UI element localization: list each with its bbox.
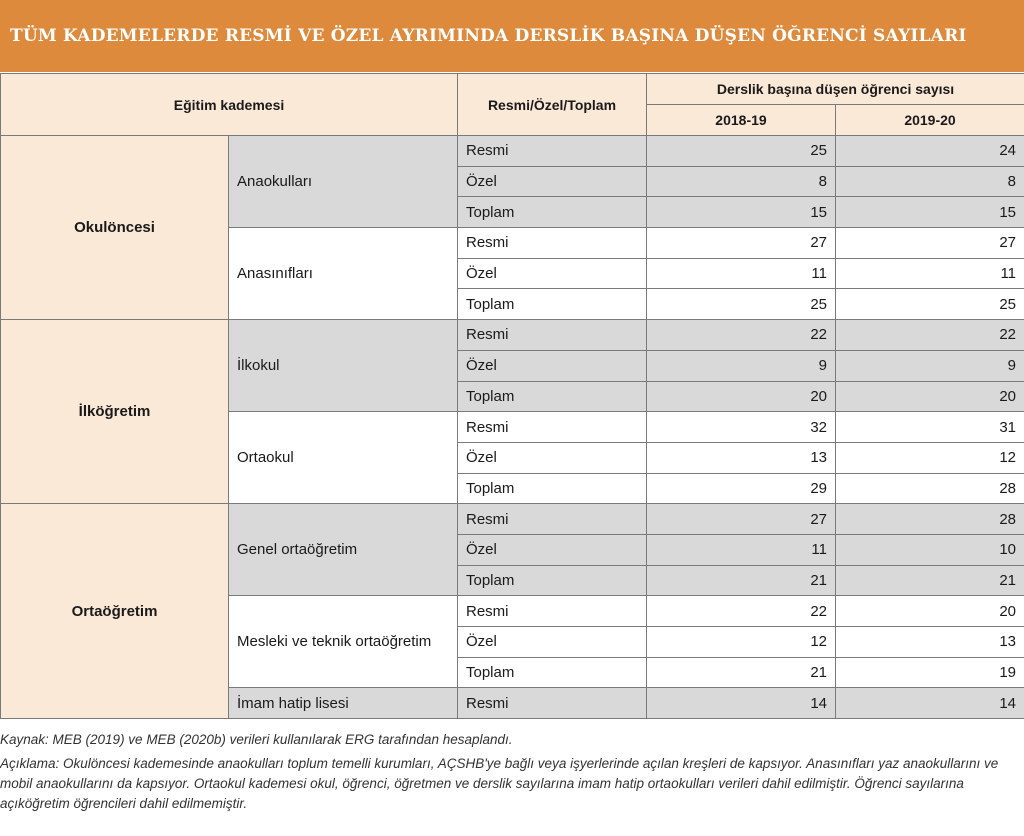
value-cell: 19 [836, 657, 1024, 688]
value-cell: 12 [647, 627, 836, 658]
type-cell: Toplam [458, 657, 647, 688]
type-cell: Resmi [458, 320, 647, 351]
value-cell: 29 [647, 473, 836, 504]
value-cell: 9 [836, 350, 1024, 381]
explanation-note: Açıklama: Okulöncesi kademesinde anaokulları toplum temelli kurumları, AÇSHB'ye bağlı veya işyerlerinde açılan kreşleri de kapsıyor. Anasınıfları yaz anaokullarını ve mobil anaokullarını da kapsıyor. Ortaokul kademesi okul, öğrenci, öğretmen ve derslik sayılarına imam hatip ortaokulları verileri dahil edilmiştir. Öğrenci sayılarına açıköğretim öğrencileri dahil edilmemiştir. [0, 756, 999, 811]
sub-cell: Anaokulları [229, 136, 458, 228]
value-cell: 12 [836, 442, 1024, 473]
sub-cell: Mesleki ve teknik ortaöğretim [229, 596, 458, 688]
sub-cell: Genel ortaöğretim [229, 504, 458, 596]
value-cell: 25 [647, 136, 836, 167]
type-cell: Özel [458, 627, 647, 658]
type-cell: Özel [458, 442, 647, 473]
value-cell: 20 [836, 381, 1024, 412]
value-cell: 8 [836, 166, 1024, 197]
table-row [1, 136, 1024, 167]
type-cell: Toplam [458, 197, 647, 228]
value-cell: 15 [647, 197, 836, 228]
header-group: Derslik başına düşen öğrenci sayısı [647, 74, 1024, 105]
value-cell: 32 [647, 412, 836, 443]
value-cell: 22 [647, 320, 836, 351]
value-cell: 22 [647, 596, 836, 627]
value-cell: 10 [836, 534, 1024, 565]
value-cell: 21 [647, 657, 836, 688]
value-cell: 21 [647, 565, 836, 596]
header-year-2019-20: 2019-20 [836, 105, 1024, 136]
sub-cell: Ortaokul [229, 412, 458, 504]
value-cell: 25 [836, 289, 1024, 320]
source-note: Kaynak: MEB (2019) ve MEB (2020b) verileri kullanılarak ERG tarafından hesaplandı. [0, 732, 513, 747]
type-cell: Toplam [458, 289, 647, 320]
value-cell: 27 [647, 504, 836, 535]
page-title: TÜM KADEMELERDE RESMİ VE ÖZEL AYRIMINDA DERSLİK BAŞINA DÜŞEN ÖĞRENCİ SAYILARI [10, 26, 967, 46]
value-cell: 11 [647, 534, 836, 565]
value-cell: 11 [647, 258, 836, 289]
value-cell: 8 [647, 166, 836, 197]
value-cell: 28 [836, 504, 1024, 535]
type-cell: Resmi [458, 136, 647, 167]
value-cell: 21 [836, 565, 1024, 596]
group-cell: Ortaöğretim [1, 504, 229, 719]
footnotes [0, 730, 1020, 818]
value-cell: 31 [836, 412, 1024, 443]
value-cell: 13 [647, 442, 836, 473]
table-row [1, 504, 1024, 535]
value-cell: 24 [836, 136, 1024, 167]
type-cell: Resmi [458, 412, 647, 443]
type-cell: Toplam [458, 381, 647, 412]
sub-cell: İmam hatip lisesi [229, 688, 458, 719]
type-cell: Toplam [458, 565, 647, 596]
header-type: Resmi/Özel/Toplam [458, 74, 647, 136]
value-cell: 25 [647, 289, 836, 320]
value-cell: 20 [647, 381, 836, 412]
header-level: Eğitim kademesi [1, 74, 458, 136]
group-cell: Okulöncesi [1, 136, 229, 320]
type-cell: Resmi [458, 228, 647, 259]
type-cell: Özel [458, 166, 647, 197]
value-cell: 11 [836, 258, 1024, 289]
value-cell: 13 [836, 627, 1024, 658]
value-cell: 27 [836, 228, 1024, 259]
student-per-classroom-table [0, 73, 1024, 719]
header-year-2018-19: 2018-19 [647, 105, 836, 136]
value-cell: 14 [836, 688, 1024, 719]
group-cell: İlköğretim [1, 320, 229, 504]
type-cell: Özel [458, 534, 647, 565]
value-cell: 9 [647, 350, 836, 381]
table-row [1, 320, 1024, 351]
type-cell: Resmi [458, 504, 647, 535]
type-cell: Özel [458, 258, 647, 289]
value-cell: 28 [836, 473, 1024, 504]
type-cell: Resmi [458, 688, 647, 719]
value-cell: 15 [836, 197, 1024, 228]
value-cell: 14 [647, 688, 836, 719]
value-cell: 20 [836, 596, 1024, 627]
value-cell: 27 [647, 228, 836, 259]
type-cell: Resmi [458, 596, 647, 627]
title-bar [0, 0, 1024, 72]
sub-cell: İlkokul [229, 320, 458, 412]
sub-cell: Anasınıfları [229, 228, 458, 320]
type-cell: Toplam [458, 473, 647, 504]
type-cell: Özel [458, 350, 647, 381]
value-cell: 22 [836, 320, 1024, 351]
